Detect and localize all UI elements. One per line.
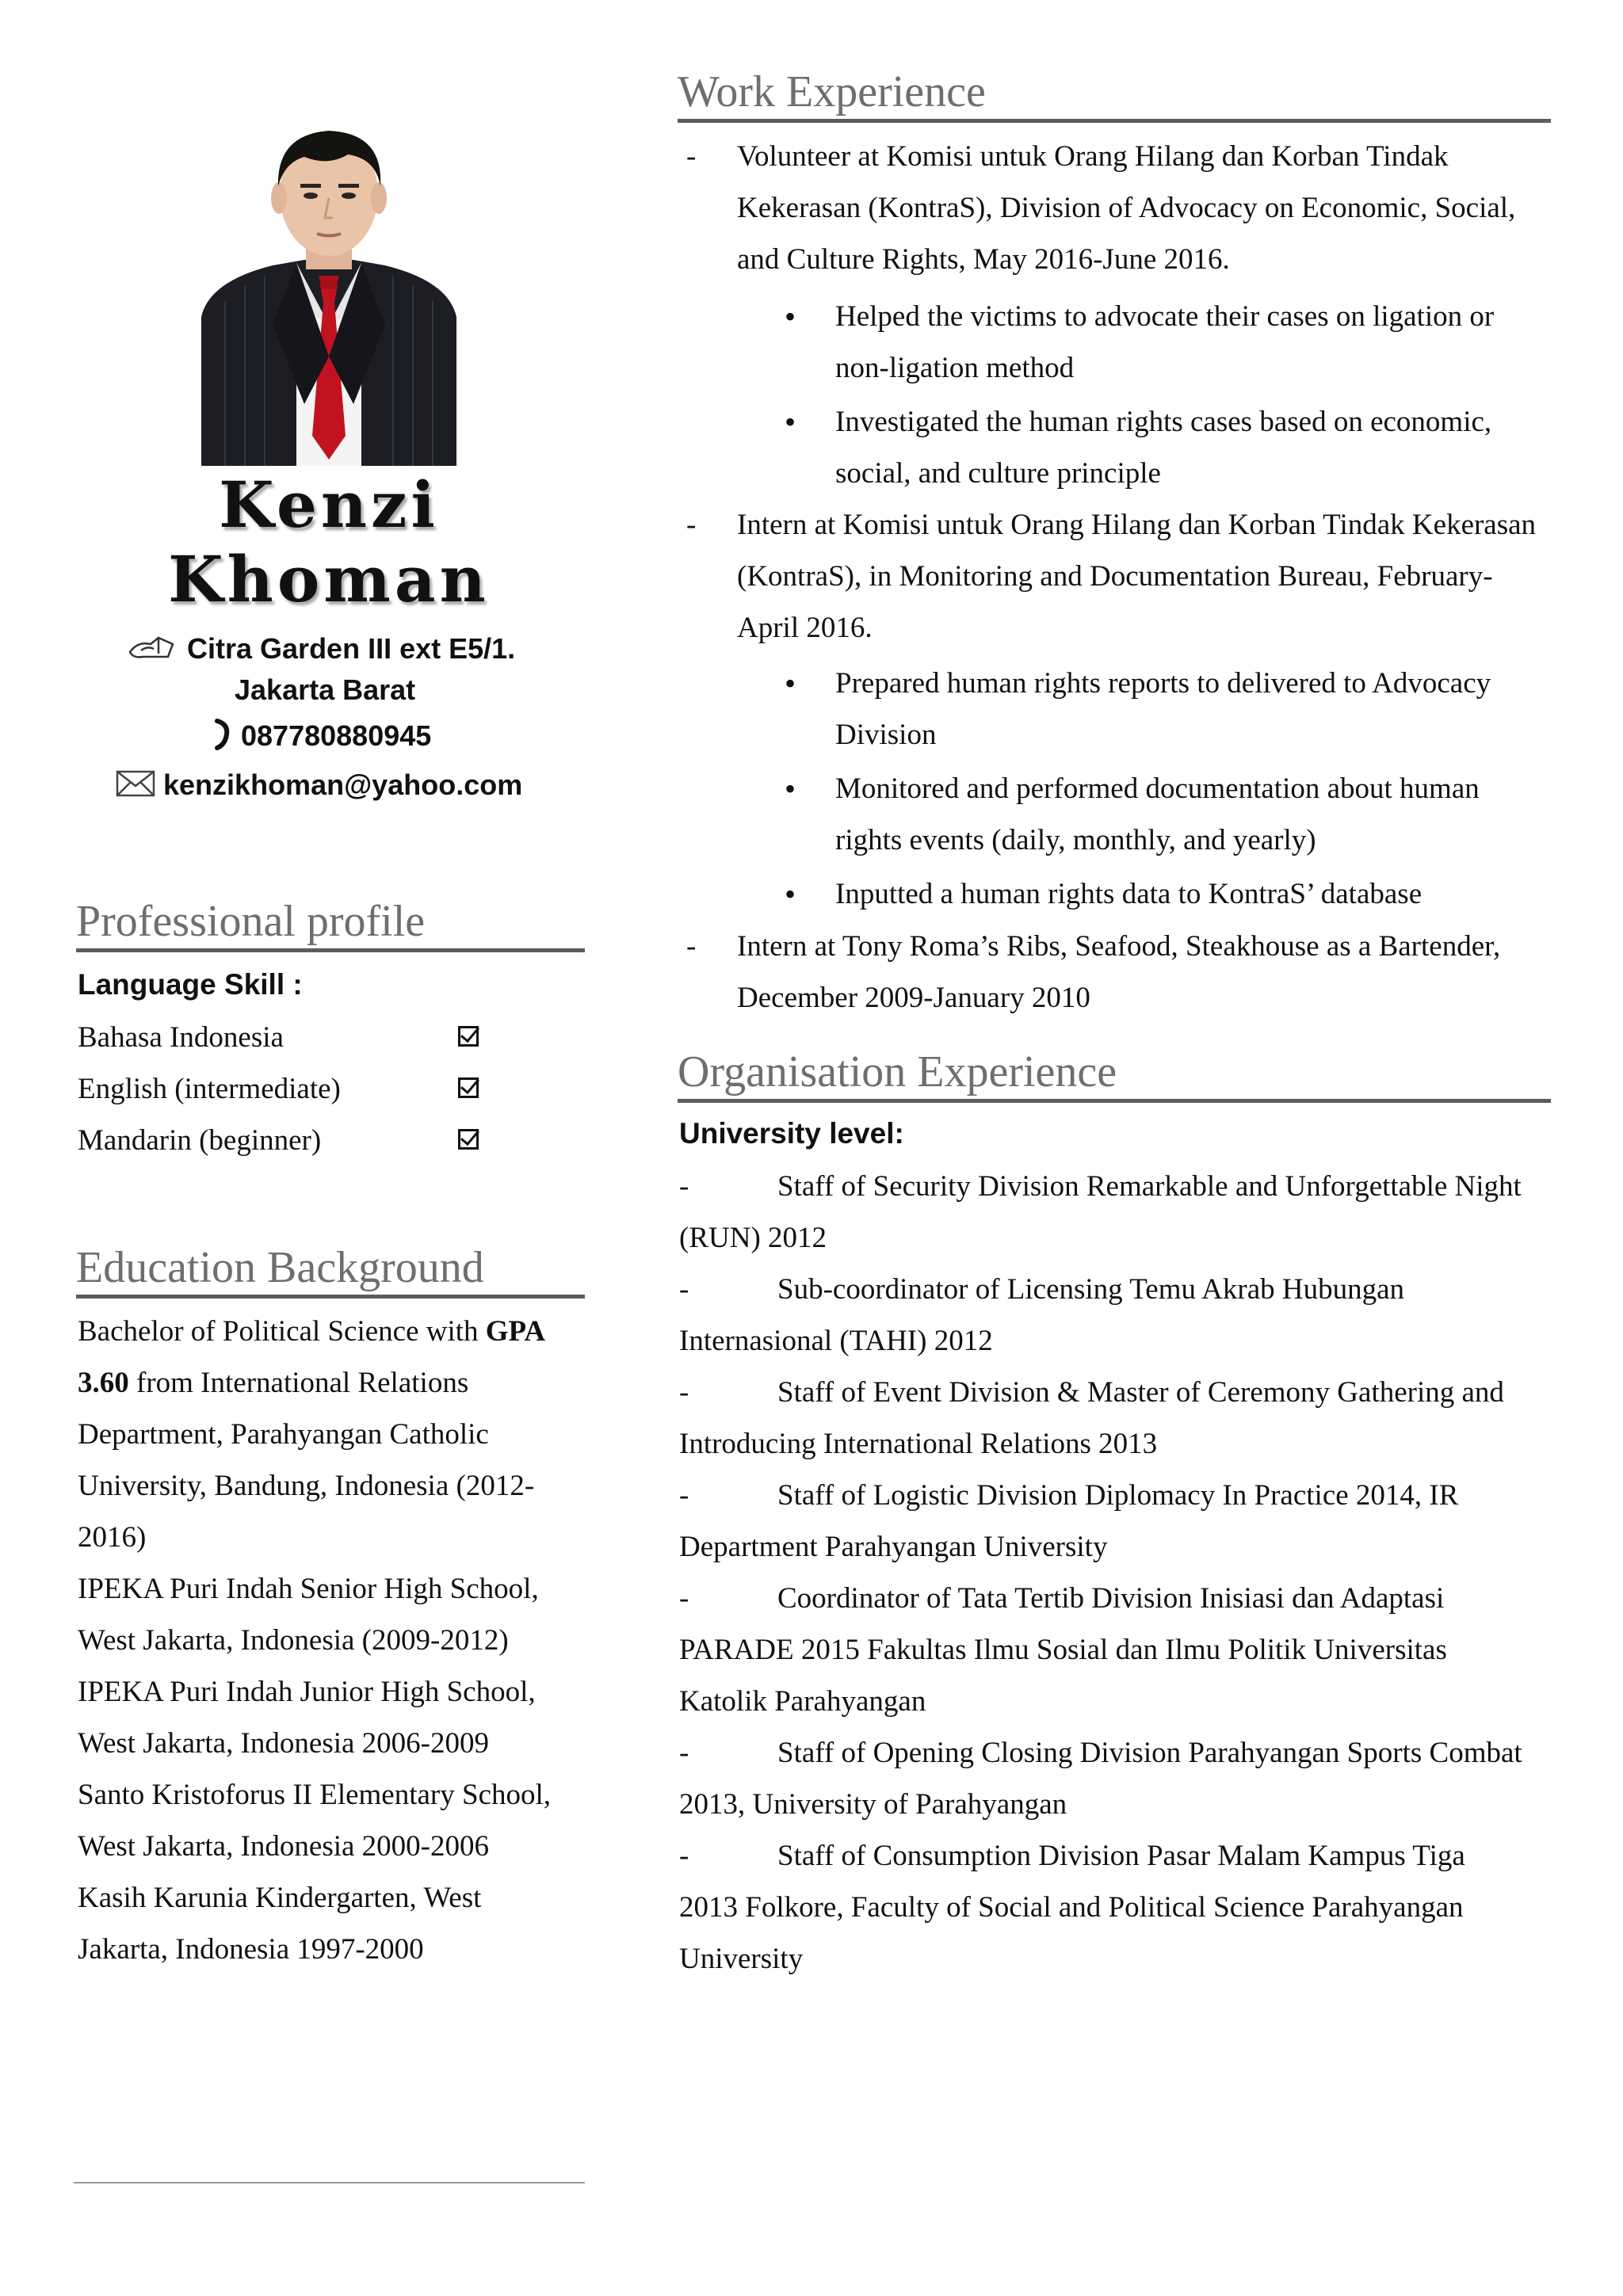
school-entry: IPEKA Puri Indah Junior High School, West Jakarta, Indonesia 2006-2009 xyxy=(78,1676,536,1760)
list-dash: - xyxy=(686,140,697,173)
education-list xyxy=(78,1306,577,1975)
bottom-divider xyxy=(74,2182,585,2183)
org-item-title: Staff of Security Division Remarkable and Unforgettable Night xyxy=(777,1170,1522,1203)
org-item-title: Staff of Consumption Division Pasar Malam Kampus Tiga xyxy=(777,1840,1465,1872)
checkbox-checked-icon xyxy=(458,1026,479,1047)
org-item xyxy=(679,1161,1551,1264)
professional-profile-heading: Professional profile xyxy=(76,899,585,952)
org-item-continued: Department Parahyangan University xyxy=(679,1531,1108,1563)
email-address: kenzikhoman@yahoo.com xyxy=(163,769,523,801)
list-dash: - xyxy=(679,1376,689,1409)
work-experience-heading: Work Experience xyxy=(678,70,1551,123)
bullet-icon: • xyxy=(785,771,796,807)
list-dash: - xyxy=(686,930,697,963)
org-item-title: Coordinator of Tata Tertib Division Inisiasi dan Adaptasi xyxy=(777,1582,1445,1615)
work-item: Intern at Tony Roma’s Ribs, Seafood, Steakhouse as a Bartender, December 2009-January 2010 xyxy=(737,930,1501,1014)
phone-icon xyxy=(212,718,233,758)
org-item xyxy=(679,1573,1551,1727)
language-item xyxy=(78,1012,284,1063)
org-item xyxy=(679,1264,1551,1367)
list-dash: - xyxy=(679,1479,689,1512)
language-item xyxy=(78,1115,321,1166)
organisation-list xyxy=(679,1161,1551,1985)
phone-number: 087780880945 xyxy=(241,719,432,753)
list-dash: - xyxy=(679,1170,689,1203)
org-item-continued: Katolik Parahyangan xyxy=(679,1685,926,1718)
work-item: Volunteer at Komisi untuk Orang Hilang dan Korban Tindak Kekerasan (KontraS), Division of Advocacy on Economic, Social, and Culture Rights, May 2016-June 2016. xyxy=(737,140,1516,276)
list-dash: - xyxy=(679,1273,689,1306)
org-item xyxy=(679,1470,1551,1573)
bullet-icon: • xyxy=(785,299,796,334)
list-dash: - xyxy=(686,509,697,541)
phone xyxy=(212,718,431,758)
checkbox-checked-icon xyxy=(458,1077,479,1098)
education-heading: Education Background xyxy=(76,1245,585,1299)
org-item-continued: Internasional (TAHI) 2012 xyxy=(679,1325,993,1357)
list-dash: - xyxy=(679,1840,689,1872)
school-entry: Santo Kristoforus II Elementary School, West Jakarta, Indonesia 2000-2006 xyxy=(78,1779,552,1863)
work-point: Investigated the human rights cases based on economic, social, and culture principle xyxy=(835,406,1492,490)
candidate-name: Kenzi Khoman xyxy=(168,467,490,616)
envelope-icon xyxy=(116,770,155,804)
org-item-continued: (RUN) 2012 xyxy=(679,1222,827,1254)
degree-text: Bachelor of Political Science with xyxy=(78,1315,486,1348)
work-point: Helped the victims to advocate their cases on ligation or non-ligation method xyxy=(835,300,1495,384)
org-item xyxy=(679,1367,1551,1470)
language-name: Bahasa Indonesia xyxy=(78,1021,284,1054)
org-item-title: Staff of Opening Closing Division Parahyangan Sports Combat xyxy=(777,1737,1522,1769)
org-item-continued: 2013 Folkore, Faculty of Social and Political Science Parahyangan xyxy=(679,1891,1464,1924)
org-item xyxy=(679,1830,1551,1985)
list-dash: - xyxy=(679,1737,689,1769)
bullet-icon: • xyxy=(785,404,796,440)
work-point: Inputted a human rights data to KontraS’ database xyxy=(835,878,1423,910)
checkbox-checked-icon xyxy=(458,1129,479,1150)
bullet-icon: • xyxy=(785,876,796,912)
email xyxy=(116,769,522,804)
address xyxy=(127,632,571,669)
home-icon xyxy=(127,633,179,669)
bullet-icon: • xyxy=(785,666,796,701)
language-name: Mandarin (beginner) xyxy=(78,1124,322,1157)
org-item-title: Staff of Event Division & Master of Ceremony Gathering and xyxy=(777,1376,1504,1409)
org-item-continued: Introducing International Relations 2013 xyxy=(679,1428,1158,1460)
org-item xyxy=(679,1727,1551,1830)
gpa: GPA 3.60 xyxy=(78,1315,544,1399)
language-name: English (intermediate) xyxy=(78,1073,341,1105)
org-item-continued: University xyxy=(679,1943,804,1975)
org-item-continued: 2013, University of Parahyangan xyxy=(679,1788,1067,1821)
work-item: Intern at Komisi untuk Orang Hilang dan Korban Tindak Kekerasan (KontraS), in Monitoring and Documentation Bureau, February-April 2016. xyxy=(737,509,1537,644)
profile-photo xyxy=(185,119,472,466)
work-point: Prepared human rights reports to delivered to Advocacy Division xyxy=(835,667,1491,751)
language-skill-label: Language Skill : xyxy=(78,968,303,1001)
list-dash: - xyxy=(679,1582,689,1615)
work-point: Monitored and performed documentation about human rights events (daily, monthly, and yearly) xyxy=(835,772,1480,856)
degree-detail: from International Relations Department, Parahyangan Catholic University, Bandung, Indonesia (2012-2016) xyxy=(78,1367,535,1554)
org-item-title: Sub-coordinator of Licensing Temu Akrab Hubungan xyxy=(777,1273,1405,1306)
language-item xyxy=(78,1063,341,1115)
school-entry: Kasih Karunia Kindergarten, West Jakarta, Indonesia 1997-2000 xyxy=(78,1882,482,1966)
org-item-continued: PARADE 2015 Fakultas Ilmu Sosial dan Ilmu Politik Universitas xyxy=(679,1634,1447,1666)
address-line1: Citra Garden III ext E5/1. xyxy=(187,632,516,665)
degree-entry xyxy=(78,1306,577,1563)
school-entry: IPEKA Puri Indah Senior High School, West Jakarta, Indonesia (2009-2012) xyxy=(78,1573,539,1657)
address-line2: Jakarta Barat xyxy=(235,673,416,706)
org-item-title: Staff of Logistic Division Diplomacy In Practice 2014, IR xyxy=(777,1479,1459,1512)
university-level-label: University level: xyxy=(679,1117,904,1150)
organisation-experience-heading: Organisation Experience xyxy=(678,1050,1551,1103)
